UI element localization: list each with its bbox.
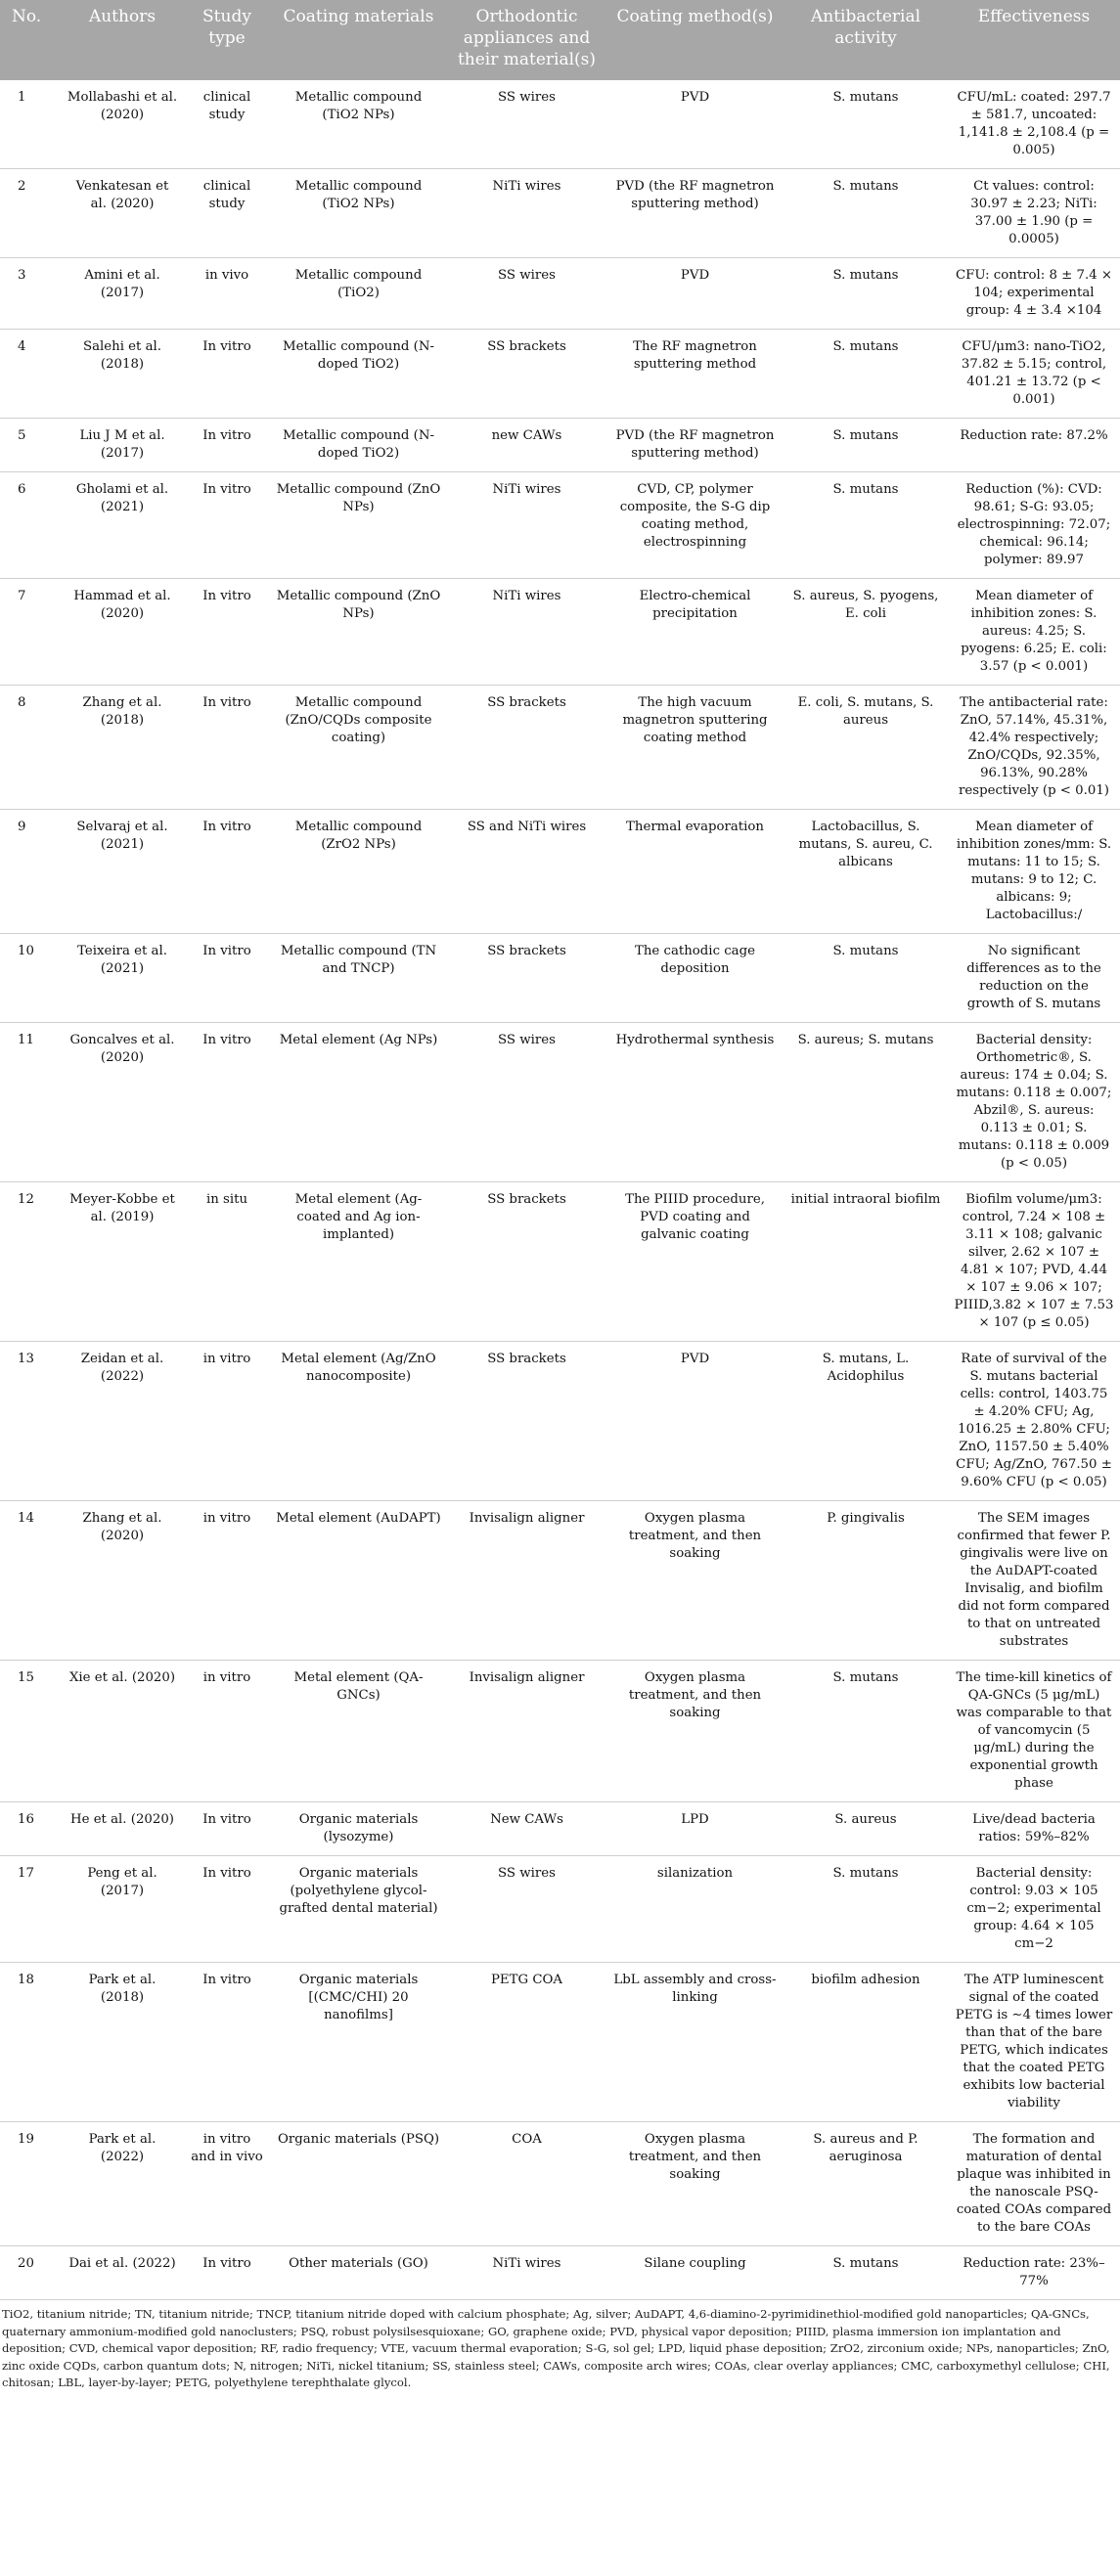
cell-authors: He et al. (2020) (61, 1802, 184, 1856)
cell-coating-method: The RF magnetron sputtering method (606, 330, 784, 419)
cell-authors: Amini et al. (2017) (61, 258, 184, 330)
cell-coating-method: PVD (the RF magnetron sputtering method) (606, 419, 784, 472)
cell-study-type: In vitro (184, 1963, 270, 2122)
cell-effectiveness: The formation and maturation of dental plaque was inhibited in the nanoscale PSQ-coated COAs compared to the bare COAs (948, 2122, 1120, 2246)
cell-effectiveness: No significant differences as to the reduction on the growth of S. mutans (948, 934, 1120, 1023)
table-header (0, 0, 1120, 80)
table-row (0, 258, 1120, 330)
cell-authors: Teixeira et al. (2021) (61, 934, 184, 1023)
cell-no: 1 (0, 80, 61, 169)
table-row (0, 419, 1120, 472)
table-row (0, 2246, 1120, 2300)
cell-study-type: In vitro (184, 472, 270, 579)
table-row (0, 810, 1120, 934)
table-body (0, 80, 1120, 2300)
cell-effectiveness: Reduction rate: 23%–77% (948, 2246, 1120, 2300)
cell-coating-method: CVD, CP, polymer composite, the S-G dip coating method, electrospinning (606, 472, 784, 579)
header-coating-methods: Coating method(s) (606, 0, 784, 80)
cell-no: 17 (0, 1856, 61, 1963)
table-row (0, 169, 1120, 258)
cell-authors: Zhang et al. (2020) (61, 1501, 184, 1661)
cell-coating-materials: Metallic compound (N-doped TiO2) (270, 419, 447, 472)
cell-no: 2 (0, 169, 61, 258)
table-row (0, 1661, 1120, 1802)
cell-effectiveness: The SEM images confirmed that fewer P. gingivalis were live on the AuDAPT-coated Invisalig, and biofilm did not form compared to that on untreated substrates (948, 1501, 1120, 1661)
cell-antibacterial-activity: S. mutans (784, 258, 948, 330)
cell-appliance: PETG COA (447, 1963, 606, 2122)
cell-effectiveness: Rate of survival of the S. mutans bacterial cells: control, 1403.75 ± 4.20% CFU; Ag, 1016.25 ± 2.80% CFU; ZnO, 1157.50 ± 5.40% CFU; Ag/ZnO, 767.50 ± 9.60% CFU (p < 0.05) (948, 1342, 1120, 1501)
cell-coating-materials: Metallic compound (TN and TNCP) (270, 934, 447, 1023)
cell-antibacterial-activity: P. gingivalis (784, 1501, 948, 1661)
cell-antibacterial-activity: S. mutans (784, 472, 948, 579)
cell-effectiveness: CFU/mL: coated: 297.7 ± 581.7, uncoated: 1,141.8 ± 2,108.4 (p = 0.005) (948, 80, 1120, 169)
cell-coating-method: PVD (the RF magnetron sputtering method) (606, 169, 784, 258)
table-footnote: TiO2, titanium nitride; TN, titanium nitride; TNCP, titanium nitride doped with calcium phosphate; Ag, silver; AuDAPT, 4,6-diamino-2-pyrimidinethiol-modified gold nanoparticles; QA-GNCs, quaternary ammonium-modified gold nanoclusters; PSQ, robust polysilsesquioxane; GO, graphene oxide; PVD, physical vapor deposition; PIIID, plasma immersion ion implantation and deposition; CVD, chemical vapor deposition; RF, radio frequency; VTE, vacuum thermal evaporation; S-G, sol gel; LPD, liquid phase deposition; ZrO2, zirconium oxide; NPs, nanoparticles; ZnO, zinc oxide CQDs, carbon quantum dots; N, nitrogen; NiTi, nickel titanium; SS, stainless steel; CAWs, composite arch wires; COAs, clear overlay appliances; CMC, carboxymethyl cellulose; CHI, chitosan; LBL, layer-by-layer; PETG, polyethylene terephthalate glycol. (2, 2307, 1110, 2389)
cell-study-type: In vitro (184, 2246, 270, 2300)
cell-study-type: clinical study (184, 169, 270, 258)
cell-appliance: NiTi wires (447, 2246, 606, 2300)
table-row (0, 1182, 1120, 1342)
cell-no: 12 (0, 1182, 61, 1342)
cell-no: 4 (0, 330, 61, 419)
cell-antibacterial-activity: S. mutans (784, 330, 948, 419)
cell-coating-materials: Organic materials [(CMC/CHI) 20 nanofilms] (270, 1963, 447, 2122)
cell-no: 20 (0, 2246, 61, 2300)
cell-coating-method: PVD (606, 80, 784, 169)
cell-effectiveness: The time-kill kinetics of QA-GNCs (5 μg/mL) was comparable to that of vancomycin (5 μg/mL) during the exponential growth phase (948, 1661, 1120, 1802)
cell-study-type: In vitro (184, 686, 270, 810)
cell-authors: Peng et al. (2017) (61, 1856, 184, 1963)
cell-antibacterial-activity: S. mutans (784, 934, 948, 1023)
cell-study-type: In vitro (184, 934, 270, 1023)
cell-coating-materials: Metallic compound (ZnO/CQDs composite coating) (270, 686, 447, 810)
cell-appliance: SS brackets (447, 1182, 606, 1342)
cell-antibacterial-activity: S. mutans (784, 419, 948, 472)
cell-study-type: clinical study (184, 80, 270, 169)
cell-authors: Mollabashi et al. (2020) (61, 80, 184, 169)
cell-coating-materials: Metal element (Ag NPs) (270, 1023, 447, 1182)
cell-antibacterial-activity: S. mutans (784, 80, 948, 169)
cell-study-type: in vitro (184, 1501, 270, 1661)
header-effectiveness: Effectiveness (948, 0, 1120, 80)
cell-appliance: SS brackets (447, 330, 606, 419)
cell-no: 11 (0, 1023, 61, 1182)
cell-authors: Park et al. (2022) (61, 2122, 184, 2246)
cell-no: 9 (0, 810, 61, 934)
header-appliances: Orthodontic appliances and their material(s) (447, 0, 606, 80)
cell-no: 15 (0, 1661, 61, 1802)
cell-antibacterial-activity: S. aureus and P. aeruginosa (784, 2122, 948, 2246)
cell-appliance: SS brackets (447, 934, 606, 1023)
cell-coating-materials: Metal element (QA-GNCs) (270, 1661, 447, 1802)
header-coating-materials: Coating materials (270, 0, 447, 80)
cell-no: 8 (0, 686, 61, 810)
cell-coating-method: Thermal evaporation (606, 810, 784, 934)
header-authors: Authors (61, 0, 184, 80)
cell-authors: Meyer-Kobbe et al. (2019) (61, 1182, 184, 1342)
cell-effectiveness: Live/dead bacteria ratios: 59%–82% (948, 1802, 1120, 1856)
cell-effectiveness: CFU/μm3: nano-TiO2, 37.82 ± 5.15; control, 401.21 ± 13.72 (p < 0.001) (948, 330, 1120, 419)
table-row (0, 1342, 1120, 1501)
cell-appliance: SS wires (447, 1023, 606, 1182)
cell-effectiveness: Ct values: control: 30.97 ± 2.23; NiTi: 37.00 ± 1.90 (p = 0.0005) (948, 169, 1120, 258)
cell-study-type: In vitro (184, 1023, 270, 1182)
table-row (0, 2122, 1120, 2246)
cell-effectiveness: Reduction (%): CVD: 98.61; S-G: 93.05; electrospinning: 72.07; chemical: 96.14; polymer: 89.97 (948, 472, 1120, 579)
cell-study-type: In vitro (184, 1802, 270, 1856)
cell-appliance: NiTi wires (447, 472, 606, 579)
cell-authors: Venkatesan et al. (2020) (61, 169, 184, 258)
table-row (0, 1023, 1120, 1182)
cell-no: 19 (0, 2122, 61, 2246)
cell-appliance: NiTi wires (447, 579, 606, 686)
cell-coating-method: Hydrothermal synthesis (606, 1023, 784, 1182)
cell-effectiveness: Bacterial density: control: 9.03 × 105 cm−2; experimental group: 4.64 × 105 cm−2 (948, 1856, 1120, 1963)
cell-coating-materials: Organic materials (lysozyme) (270, 1802, 447, 1856)
cell-no: 16 (0, 1802, 61, 1856)
cell-study-type: In vitro (184, 810, 270, 934)
table-row (0, 1802, 1120, 1856)
cell-coating-materials: Metallic compound (TiO2 NPs) (270, 169, 447, 258)
cell-antibacterial-activity: S. mutans, L. Acidophilus (784, 1342, 948, 1501)
cell-antibacterial-activity: S. aureus; S. mutans (784, 1023, 948, 1182)
cell-effectiveness: Bacterial density: Orthometric®, S. aureus: 174 ± 0.04; S. mutans: 0.118 ± 0.007; Abzil®, S. aureus: 0.113 ± 0.01; S. mutans: 0.118 ± 0.009 (p < 0.05) (948, 1023, 1120, 1182)
cell-coating-materials: Metallic compound (TiO2 NPs) (270, 80, 447, 169)
cell-coating-method: The high vacuum magnetron sputtering coating method (606, 686, 784, 810)
cell-coating-method: silanization (606, 1856, 784, 1963)
cell-authors: Park et al. (2018) (61, 1963, 184, 2122)
cell-appliance: new CAWs (447, 419, 606, 472)
cell-appliance: SS wires (447, 80, 606, 169)
cell-antibacterial-activity: Lactobacillus, S. mutans, S. aureu, C. albicans (784, 810, 948, 934)
cell-appliance: NiTi wires (447, 169, 606, 258)
cell-coating-materials: Metallic compound (ZnO NPs) (270, 472, 447, 579)
cell-study-type: in vitro (184, 1342, 270, 1501)
cell-antibacterial-activity: S. aureus (784, 1802, 948, 1856)
cell-coating-method: Electro-chemical precipitation (606, 579, 784, 686)
cell-authors: Zhang et al. (2018) (61, 686, 184, 810)
cell-coating-method: Oxygen plasma treatment, and then soaking (606, 1661, 784, 1802)
cell-antibacterial-activity: S. mutans (784, 2246, 948, 2300)
cell-authors: Salehi et al. (2018) (61, 330, 184, 419)
cell-coating-method: LPD (606, 1802, 784, 1856)
cell-coating-materials: Other materials (GO) (270, 2246, 447, 2300)
cell-no: 3 (0, 258, 61, 330)
cell-study-type: in situ (184, 1182, 270, 1342)
cell-study-type: in vivo (184, 258, 270, 330)
cell-antibacterial-activity: S. mutans (784, 169, 948, 258)
cell-authors: Xie et al. (2020) (61, 1661, 184, 1802)
cell-study-type: in vitro (184, 1661, 270, 1802)
cell-appliance: SS wires (447, 1856, 606, 1963)
cell-effectiveness: Mean diameter of inhibition zones: S. aureus: 4.25; S. pyogens: 6.25; E. coli: 3.57 (p < 0.001) (948, 579, 1120, 686)
header-study-type: Study type (184, 0, 270, 80)
header-antibacterial-activity: Antibacterial activity (784, 0, 948, 80)
table-row (0, 1856, 1120, 1963)
cell-antibacterial-activity: S. mutans (784, 1661, 948, 1802)
cell-coating-method: PVD (606, 258, 784, 330)
cell-appliance: SS wires (447, 258, 606, 330)
cell-appliance: SS and NiTi wires (447, 810, 606, 934)
table-row (0, 1501, 1120, 1661)
cell-appliance: Invisalign aligner (447, 1501, 606, 1661)
table-row (0, 579, 1120, 686)
cell-no: 14 (0, 1501, 61, 1661)
cell-antibacterial-activity: S. aureus, S. pyogens, E. coli (784, 579, 948, 686)
cell-coating-method: Silane coupling (606, 2246, 784, 2300)
cell-appliance: SS brackets (447, 1342, 606, 1501)
cell-effectiveness: Reduction rate: 87.2% (948, 419, 1120, 472)
cell-authors: Liu J M et al. (2017) (61, 419, 184, 472)
cell-study-type: in vitro and in vivo (184, 2122, 270, 2246)
cell-coating-materials: Metal element (AuDAPT) (270, 1501, 447, 1661)
cell-effectiveness: Biofilm volume/μm3: control, 7.24 × 108 ± 3.11 × 108; galvanic silver, 2.62 × 107 ± 4.81 × 107; PVD, 4.44 × 107 ± 9.06 × 107; PIIID,3.82 × 107 ± 7.53 × 107 (p ≤ 0.05) (948, 1182, 1120, 1342)
cell-appliance: SS brackets (447, 686, 606, 810)
table-row (0, 1963, 1120, 2122)
cell-coating-method: Oxygen plasma treatment, and then soaking (606, 1501, 784, 1661)
header-no: No. (0, 0, 61, 80)
cell-no: 5 (0, 419, 61, 472)
cell-study-type: In vitro (184, 1856, 270, 1963)
cell-no: 7 (0, 579, 61, 686)
cell-no: 13 (0, 1342, 61, 1501)
cell-appliance: Invisalign aligner (447, 1661, 606, 1802)
cell-coating-materials: Metallic compound (ZnO NPs) (270, 579, 447, 686)
cell-study-type: In vitro (184, 419, 270, 472)
cell-effectiveness: The antibacterial rate: ZnO, 57.14%, 45.31%, 42.4% respectively; ZnO/CQDs, 92.35%, 96.13%, 90.28% respectively (p < 0.01) (948, 686, 1120, 810)
cell-coating-method: Oxygen plasma treatment, and then soaking (606, 2122, 784, 2246)
cell-effectiveness: CFU: control: 8 ± 7.4 × 104; experimental group: 4 ± 3.4 ×104 (948, 258, 1120, 330)
table-row (0, 686, 1120, 810)
cell-coating-materials: Organic materials (polyethylene glycol-grafted dental material) (270, 1856, 447, 1963)
cell-coating-materials: Metallic compound (ZrO2 NPs) (270, 810, 447, 934)
cell-coating-materials: Metal element (Ag/ZnO nanocomposite) (270, 1342, 447, 1501)
cell-coating-method: The cathodic cage deposition (606, 934, 784, 1023)
cell-coating-method: The PIIID procedure, PVD coating and galvanic coating (606, 1182, 784, 1342)
cell-antibacterial-activity: E. coli, S. mutans, S. aureus (784, 686, 948, 810)
cell-no: 18 (0, 1963, 61, 2122)
cell-effectiveness: The ATP luminescent signal of the coated PETG is ∼4 times lower than that of the bare PETG, which indicates that the coated PETG exhibits low bacterial viability (948, 1963, 1120, 2122)
cell-authors: Selvaraj et al. (2021) (61, 810, 184, 934)
cell-coating-method: LbL assembly and cross-linking (606, 1963, 784, 2122)
cell-coating-method: PVD (606, 1342, 784, 1501)
table-row (0, 330, 1120, 419)
cell-study-type: In vitro (184, 579, 270, 686)
cell-effectiveness: Mean diameter of inhibition zones/mm: S. mutans: 11 to 15; S. mutans: 9 to 12; C. albicans: 9; Lactobacillus:/ (948, 810, 1120, 934)
cell-no: 6 (0, 472, 61, 579)
cell-authors: Zeidan et al. (2022) (61, 1342, 184, 1501)
cell-antibacterial-activity: initial intraoral biofilm (784, 1182, 948, 1342)
table-row (0, 934, 1120, 1023)
cell-no: 10 (0, 934, 61, 1023)
cell-coating-materials: Metal element (Ag-coated and Ag ion-implanted) (270, 1182, 447, 1342)
cell-coating-materials: Organic materials (PSQ) (270, 2122, 447, 2246)
cell-coating-materials: Metallic compound (TiO2) (270, 258, 447, 330)
cell-antibacterial-activity: S. mutans (784, 1856, 948, 1963)
cell-study-type: In vitro (184, 330, 270, 419)
cell-authors: Gholami et al. (2021) (61, 472, 184, 579)
cell-coating-materials: Metallic compound (N-doped TiO2) (270, 330, 447, 419)
cell-authors: Goncalves et al. (2020) (61, 1023, 184, 1182)
cell-antibacterial-activity: biofilm adhesion (784, 1963, 948, 2122)
cell-appliance: COA (447, 2122, 606, 2246)
table-row (0, 472, 1120, 579)
cell-authors: Hammad et al. (2020) (61, 579, 184, 686)
cell-appliance: New CAWs (447, 1802, 606, 1856)
cell-authors: Dai et al. (2022) (61, 2246, 184, 2300)
table-row (0, 80, 1120, 169)
